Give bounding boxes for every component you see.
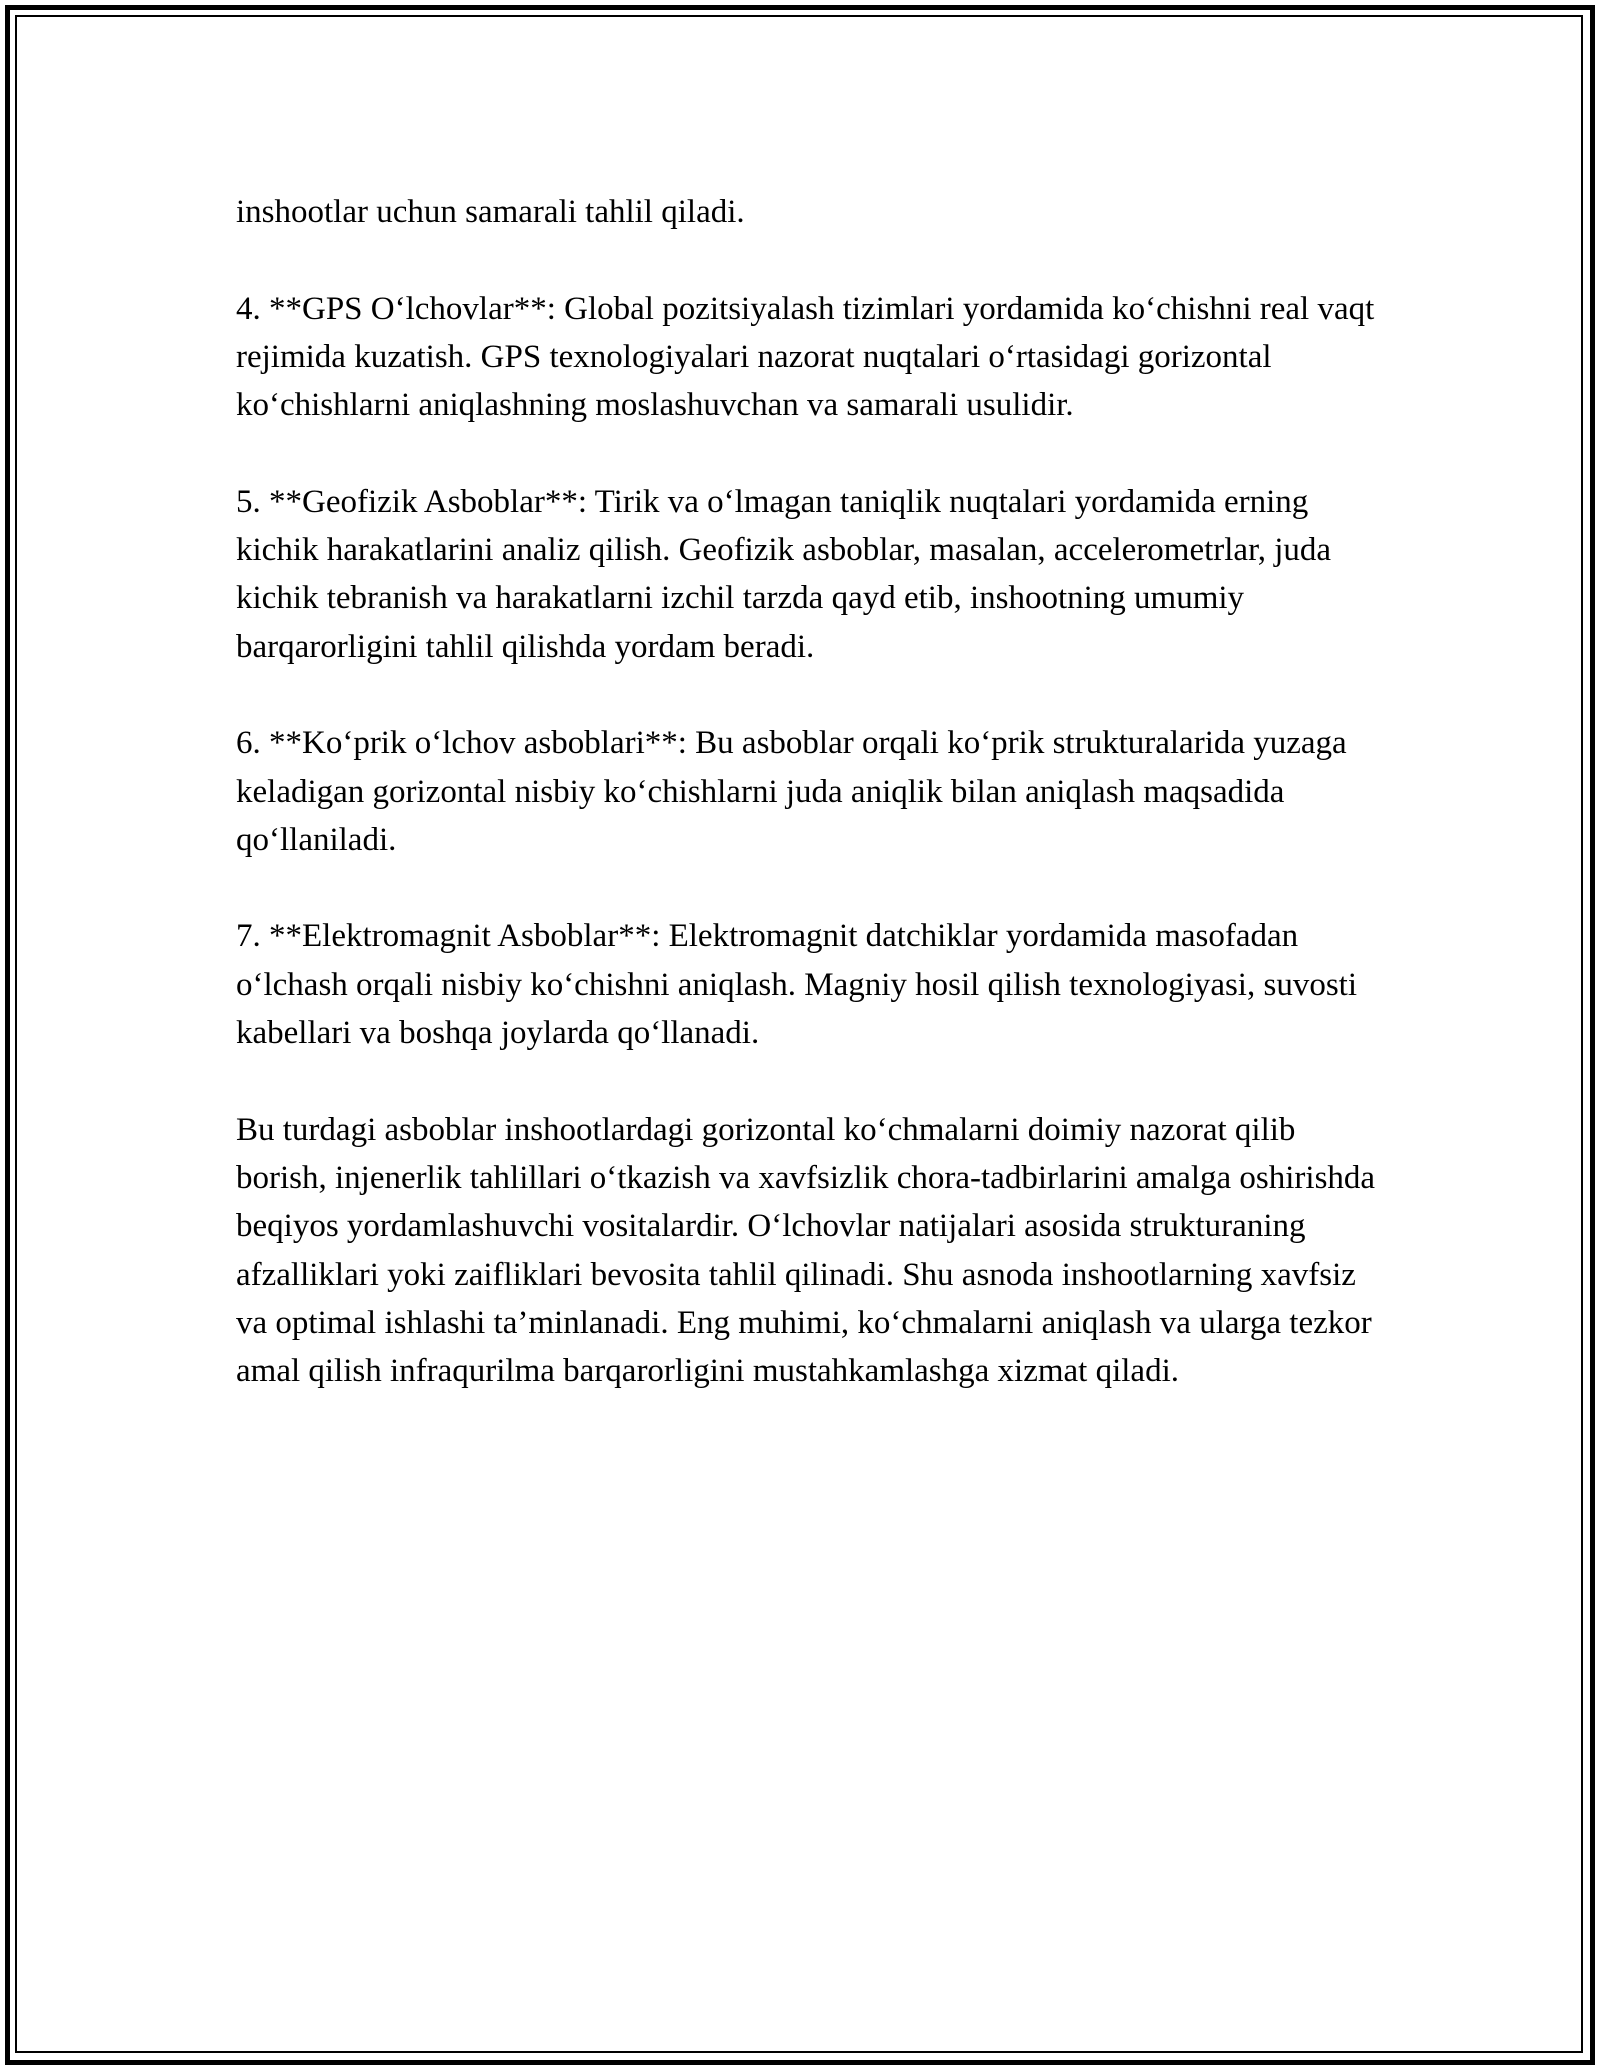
paragraph-electromagnetic-instruments: 7. **Elektromagnit Asboblar**: Elektromagnit datchiklar yordamida masofadan o‘lchash orqali nisbiy ko‘chishni aniqlash. Magniy hosil qilish texnologiyasi, suvosti kabellari va boshqa joylarda qo‘llanadi. bbox=[236, 918, 1358, 1052]
paragraph-continuation: inshootlar uchun samarali tahlil qiladi. bbox=[236, 194, 745, 230]
paragraph-gps-measurements: 4. **GPS O‘lchovlar**: Global pozitsiyalash tizimlari yordamida ko‘chishni real vaqt rejimida kuzatish. GPS texnologiyalari nazorat nuqtalari o‘rtasidagi gorizontal ko‘chishlarni aniqlashning moslashuvchan va samarali usulidir. bbox=[236, 290, 1375, 424]
document-body bbox=[236, 188, 1376, 1444]
paragraph-bridge-instruments: 6. **Ko‘prik o‘lchov asboblari**: Bu asboblar orqali ko‘prik strukturalarida yuzaga keladigan gorizontal nisbiy ko‘chishlarni juda aniqlik bilan aniqlash maqsadida qo‘llaniladi. bbox=[236, 725, 1347, 858]
paragraph-conclusion: Bu turdagi asboblar inshootlardagi gorizontal ko‘chmalarni doimiy nazorat qilib borish, injenerlik tahlillari o‘tkazish va xavfsizlik chora-tadbirlarini amalga oshirishda beqiyos yordamlashuvchi vositalardir. O‘lchovlar natijalari asosida strukturaning afzalliklari yoki zaifliklari bevosita tahlil qilinadi. Shu asnoda inshootlarning xavfsiz va optimal ishlashi ta’minlanadi. Eng muhimi, ko‘chmalarni aniqlash va ularga tezkor amal qilish infraqurilma barqarorligini mustahkamlashga xizmat qiladi. bbox=[236, 1111, 1376, 1390]
paragraph-geophysical-instruments: 5. **Geofizik Asboblar**: Tirik va o‘lmagan taniqlik nuqtalari yordamida erning kichik harakatlarini analiz qilish. Geofizik asboblar, masalan, accelerometrlar, juda kichik tebranish va harakatlarni izchil tarzda qayd etib, inshootning umumiy barqarorligini tahlil qilishda yordam beradi. bbox=[236, 483, 1332, 665]
